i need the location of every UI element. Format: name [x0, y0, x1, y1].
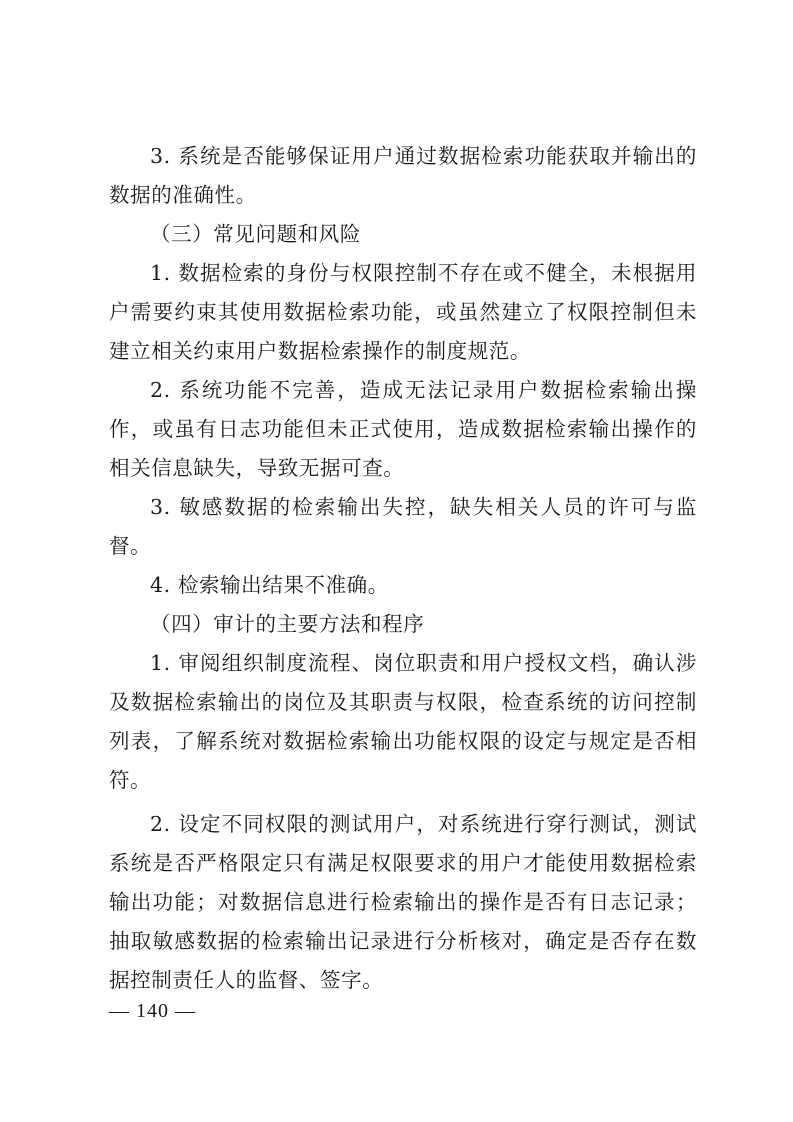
- paragraph-risk-3: 3. 敏感数据的检索输出失控，缺失相关人员的许可与监督。: [109, 495, 697, 558]
- paragraph-risk-1: 1. 数据检索的身份与权限控制不存在或不健全，未根据用户需要约束其使用数据检索功能，或虽然建立了权限控制但未建立相关约束用户数据检索操作的制度规范。: [109, 261, 697, 363]
- paragraph-item-3-accuracy: 3. 系统是否能够保证用户通过数据检索功能获取并输出的数据的准确性。: [109, 144, 697, 207]
- paragraph-method-1: 1. 审阅组织制度流程、岗位职责和用户授权文档，确认涉及数据检索输出的岗位及其职责与权限，检查系统的访问控制列表，了解系统对数据检索输出功能权限的设定与规定是否相符。: [109, 651, 697, 792]
- paragraph-risk-2: 2. 系统功能不完善，造成无法记录用户数据检索输出操作，或虽有日志功能但未正式使用，造成数据检索输出操作的相关信息缺失，导致无据可查。: [109, 378, 697, 480]
- section-heading-audit-methods: （四）审计的主要方法和程序: [150, 612, 425, 636]
- paragraph-method-2: 2. 设定不同权限的测试用户，对系统进行穿行测试，测试系统是否严格限定只有满足权限要求的用户才能使用数据检索输出功能；对数据信息进行检索输出的操作是否有日志记录；抽取敏感数据的检索输出记录进行分析核对，确定是否存在数据控制责任人的监督、签字。: [109, 812, 697, 992]
- paragraph-risk-4: 4. 检索输出结果不准确。: [150, 573, 389, 597]
- section-heading-common-risks: （三）常见问题和风险: [150, 222, 361, 246]
- page-number: — 140 —: [109, 1000, 196, 1022]
- document-body: [109, 137, 697, 1000]
